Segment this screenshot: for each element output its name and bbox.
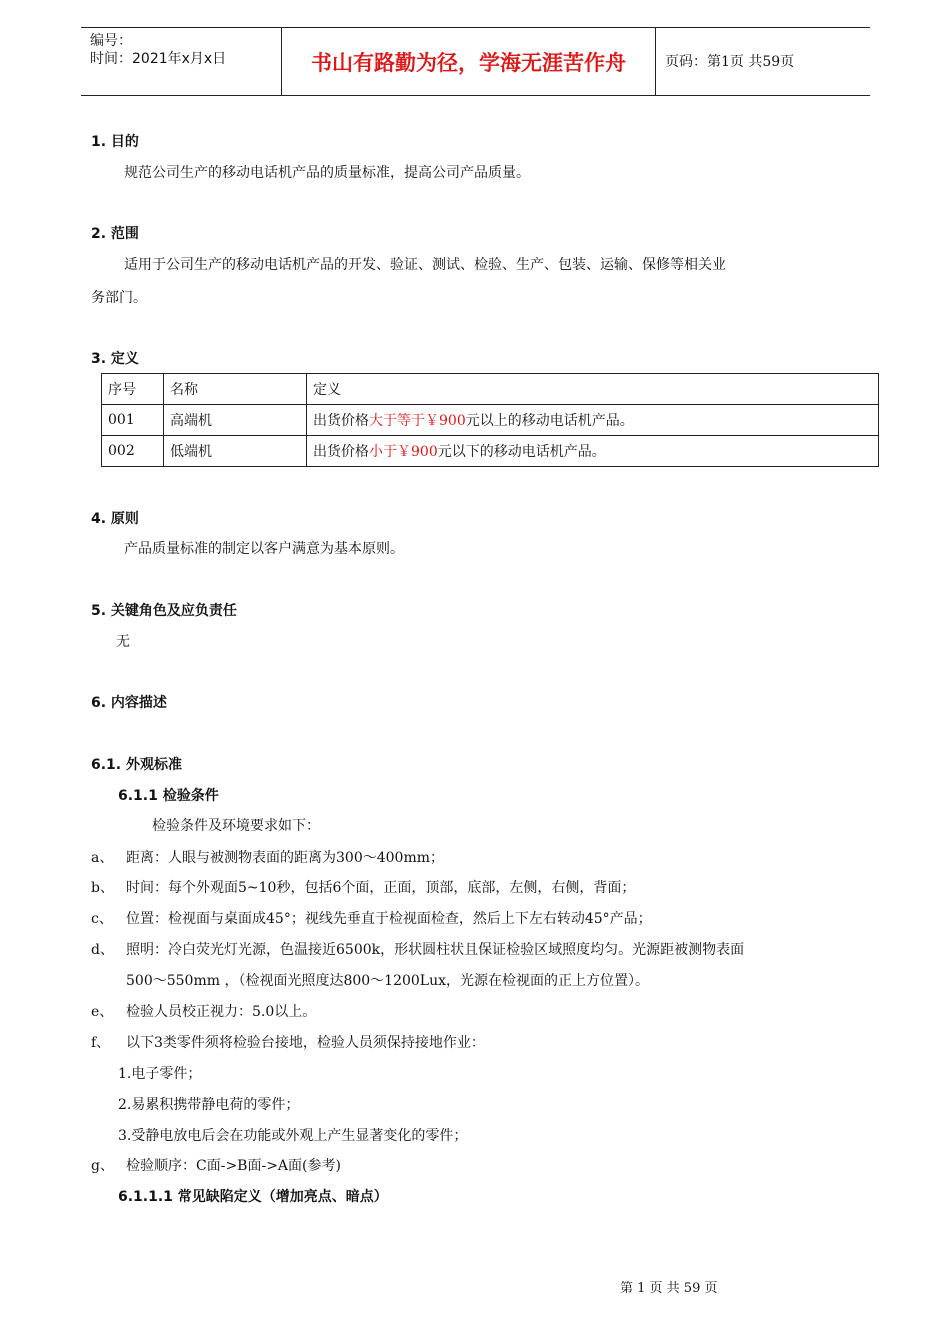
section-6-1-1-intro: 检验条件及环境要求如下：: [152, 818, 320, 834]
section-2-title: 2. 范围: [91, 226, 139, 242]
row-definition: [307, 405, 879, 436]
section-1-body: 规范公司生产的移动电话机产品的质量标准，提高公司产品质量。: [124, 165, 530, 181]
page-footer: 第 1 页 共 59 页: [620, 1281, 718, 1296]
header-info-cell: [81, 28, 282, 95]
section-6-1-1-title: 6.1.1 检验条件: [118, 788, 219, 804]
doc-number-label: 编号：: [90, 33, 132, 49]
header-motto: 书山有路勤为径，学海无涯苦作舟: [282, 28, 656, 95]
section-6-1-title: 6.1. 外观标准: [91, 757, 182, 773]
row-number: 002: [102, 436, 164, 467]
condition-text: 时间：每个外观面5~10秒，包括6个面，正面，顶部，底部，左侧，右侧，背面；: [126, 880, 636, 896]
row-number: 001: [102, 405, 164, 436]
section-4-title: 4. 原则: [91, 511, 139, 527]
table-header-cell: 名称: [164, 374, 307, 405]
condition-subitem: 3.受静电放电后会在功能或外观上产生显著变化的零件；: [118, 1128, 468, 1144]
section-4-body: 产品质量标准的制定以客户满意为基本原则。: [124, 541, 404, 557]
row-definition: [307, 436, 879, 467]
header-page-label: 页码：第1页 共59页: [665, 54, 795, 70]
section-6-title: 6. 内容描述: [91, 695, 167, 711]
condition-text: 500～550mm ，（检视面光照度达800～1200Lux，光源在检视面的正上方位置）。: [126, 973, 650, 989]
definition-table: [101, 373, 879, 467]
condition-subitem: 2.易累积携带静电荷的零件；: [118, 1097, 300, 1113]
definition-highlight: 小于￥900: [369, 444, 438, 460]
section-3-title: 3. 定义: [91, 351, 139, 367]
definition-text: 出货价格: [313, 444, 369, 460]
section-5-title: 5. 关键角色及应负责任: [91, 603, 237, 619]
definition-text: 出货价格: [313, 413, 369, 429]
table-header-row: [102, 374, 879, 405]
section-6-1-1-1-title: 6.1.1.1 常见缺陷定义（增加亮点、暗点）: [118, 1189, 388, 1205]
condition-mark: e、: [91, 1004, 114, 1020]
condition-text: 位置：检视面与桌面成45°；视线先垂直于检视面检查，然后上下左右转动45°产品；: [126, 911, 652, 927]
section-5-body: 无: [116, 634, 130, 650]
page-header: [81, 27, 870, 96]
definition-text: 元以上的移动电话机产品。: [465, 413, 634, 429]
condition-text: 检验人员校正视力：5.0以上。: [126, 1004, 317, 1020]
condition-mark: b、: [91, 880, 114, 896]
condition-text: 照明：冷白荧光灯光源，色温接近6500k，形状圆柱状且保证检验区域照度均匀。光源距被测物表面: [126, 942, 745, 958]
section-2-body-line1: 适用于公司生产的移动电话机产品的开发、验证、测试、检验、生产、包装、运输、保修等相关业: [124, 257, 726, 273]
row-name: 低端机: [164, 436, 307, 467]
row-name: 高端机: [164, 405, 307, 436]
condition-mark: d、: [91, 942, 114, 958]
table-header-cell: 定义: [307, 374, 879, 405]
condition-mark: a、: [91, 850, 114, 866]
definition-highlight: 大于等于￥900: [369, 413, 466, 429]
definition-text: 元以下的移动电话机产品。: [437, 444, 606, 460]
doc-time-label: 时间：2021年x月x日: [90, 51, 227, 67]
condition-text: 检验顺序：C面->B面->A面(参考): [126, 1158, 341, 1174]
condition-text: 距离：人眼与被测物表面的距离为300～400mm；: [126, 850, 444, 866]
table-row: [102, 436, 879, 467]
table-row: [102, 405, 879, 436]
condition-subitem: 1.电子零件；: [118, 1066, 202, 1082]
table-header-cell: 序号: [102, 374, 164, 405]
condition-mark: f、: [91, 1035, 111, 1051]
condition-text: 以下3类零件须将检验台接地，检验人员须保持接地作业：: [126, 1035, 485, 1051]
condition-mark: g、: [91, 1158, 114, 1174]
section-1-title: 1. 目的: [91, 134, 139, 150]
condition-mark: c、: [91, 911, 113, 927]
section-2-body-line2: 务部门。: [91, 290, 147, 306]
